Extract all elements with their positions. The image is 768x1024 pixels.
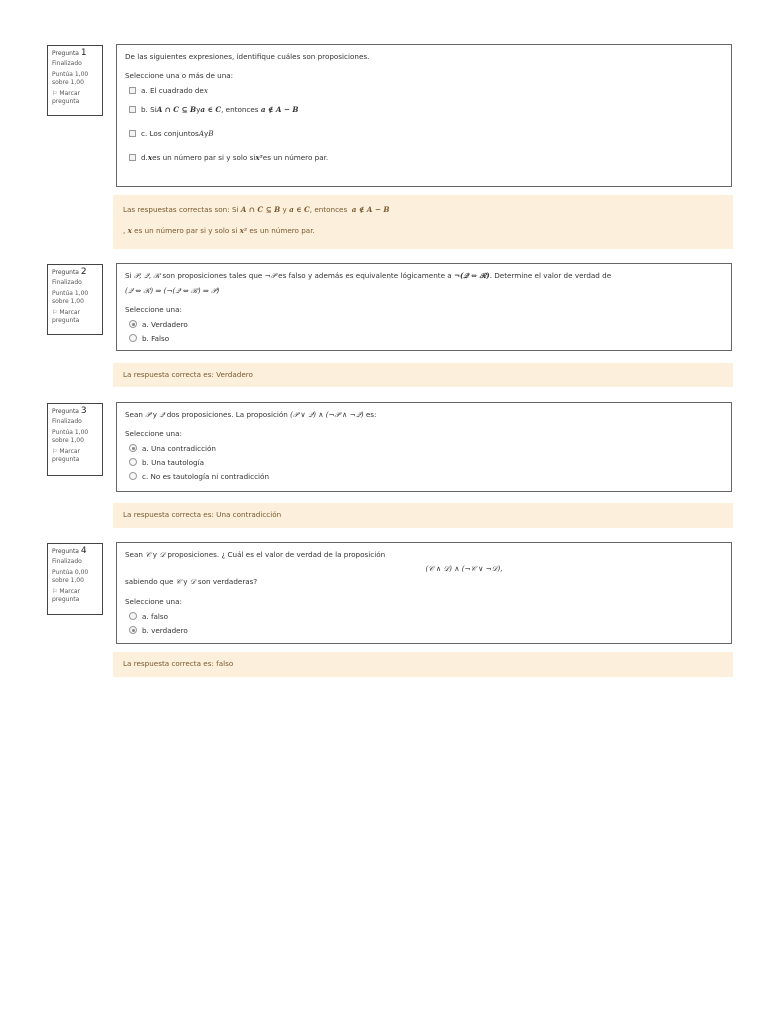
feedback-panel-3 (113, 503, 733, 528)
question-text: De las siguientes expresiones, identifique cuáles son proposiciones. (125, 52, 370, 61)
flag-icon: ⚐ (52, 309, 58, 316)
answer-option-b[interactable]: b. verdadero (125, 623, 723, 637)
answer-prompt: Seleccione una: (125, 305, 182, 314)
question-content-2 (116, 263, 732, 351)
flag-question-link[interactable]: ⚐ Marcar pregunta (52, 588, 81, 603)
question-number: Pregunta 2 (52, 267, 87, 277)
feedback-panel-2 (113, 363, 733, 387)
question-number: Pregunta 3 (52, 406, 87, 416)
question-text: Si 𝒫, 𝒬, ℛ son proposiciones tales que ¬𝒫 es falso y además es equivalente lógicamente a ¬(𝒬 ⇔ ℛ). Determine el valor de verdad de (125, 271, 612, 280)
checkbox[interactable] (129, 106, 136, 113)
answer-option-c[interactable]: c. Los conjuntos A y B (125, 121, 723, 145)
radio[interactable] (129, 334, 137, 342)
feedback-text: La respuesta correcta es: Una contradicción (123, 510, 282, 519)
answer-option-a[interactable]: a. Verdadero (125, 317, 723, 331)
radio[interactable] (129, 612, 137, 620)
question-state: Finalizado (52, 418, 82, 425)
answer-option-b[interactable]: b. Una tautología (125, 455, 723, 469)
feedback-panel-4 (113, 652, 733, 677)
question-state: Finalizado (52, 279, 82, 286)
answer-option-b[interactable]: b. Si A ∩ C ⊆ B y a ∈ C , entonces a ∉ A − B (125, 97, 723, 121)
flag-question-link[interactable]: ⚐ Marcar pregunta (52, 309, 81, 324)
answer-option-c[interactable]: c. No es tautología ni contradicción (125, 469, 723, 483)
answer-option-d[interactable]: d. x es un número par si y solo si x² es un número par. (125, 145, 723, 169)
question-state: Finalizado (52, 558, 82, 565)
radio[interactable] (129, 458, 137, 466)
flag-icon: ⚐ (52, 588, 58, 595)
answer-option-a[interactable]: a. falso (125, 609, 723, 623)
radio-selected[interactable] (129, 626, 137, 634)
answer-prompt: Seleccione una o más de una: (125, 71, 234, 80)
radio-selected[interactable] (129, 320, 137, 328)
answer-prompt: Seleccione una: (125, 597, 182, 606)
question-info-3 (47, 403, 103, 476)
question-grade: Puntúa 1,00 sobre 1,00 (52, 71, 89, 86)
feedback-line-1: Las respuestas correctas son: Si A ∩ C ⊆ B y a ∈ C, entonces a ∉ A − B (123, 205, 390, 214)
checkbox[interactable] (129, 87, 136, 94)
question-formula: (𝒞 ∧ 𝒟) ∧ (¬𝒞 ∨ ¬𝒟), (425, 564, 503, 573)
flag-question-link[interactable]: ⚐ Marcar pregunta (52, 448, 81, 463)
question-grade: Puntúa 0,00 sobre 1,00 (52, 569, 89, 584)
question-info-2 (47, 264, 103, 335)
question-content-1 (116, 44, 732, 187)
question-content-4 (116, 542, 732, 644)
answer-prompt: Seleccione una: (125, 429, 182, 438)
question-text-continued: sabiendo que 𝒞 y 𝒟 son verdaderas? (125, 577, 258, 586)
question-text: Sean 𝒞 y 𝒟 proposiciones. ¿ Cuál es el valor de verdad de la proposición (125, 550, 386, 559)
radio[interactable] (129, 472, 137, 480)
question-state: Finalizado (52, 60, 82, 67)
checkbox[interactable] (129, 130, 136, 137)
answer-option-a[interactable]: a. El cuadrado de x (125, 83, 723, 97)
question-info-4 (47, 543, 103, 615)
question-grade: Puntúa 1,00 sobre 1,00 (52, 429, 89, 444)
feedback-text: La respuesta correcta es: falso (123, 659, 234, 668)
flag-icon: ⚐ (52, 90, 58, 97)
feedback-text: La respuesta correcta es: Verdadero (123, 370, 253, 379)
question-content-3 (116, 402, 732, 492)
question-grade: Puntúa 1,00 sobre 1,00 (52, 290, 89, 305)
question-number: Pregunta 1 (52, 48, 87, 58)
checkbox[interactable] (129, 154, 136, 161)
radio-selected[interactable] (129, 444, 137, 452)
flag-icon: ⚐ (52, 448, 58, 455)
flag-question-link[interactable]: ⚐ Marcar pregunta (52, 90, 81, 105)
question-info-1 (47, 45, 103, 116)
question-text: Sean 𝒫 y 𝒬 dos proposiciones. La proposición (𝒫 ∨ 𝒬) ∧ (¬𝒫 ∧ ¬𝒬) es: (125, 410, 377, 419)
answer-option-a[interactable]: a. Una contradicción (125, 441, 723, 455)
feedback-line-2: , x es un número par si y solo si x² es un número par. (123, 226, 315, 235)
feedback-panel-1 (113, 195, 733, 249)
question-formula: (𝒬 ⇔ ℛ) ⇒ (¬(𝒬 ⇔ ℛ) ⇒ 𝒫) (125, 286, 220, 295)
question-number: Pregunta 4 (52, 546, 87, 556)
answer-option-b[interactable]: b. Falso (125, 331, 723, 345)
